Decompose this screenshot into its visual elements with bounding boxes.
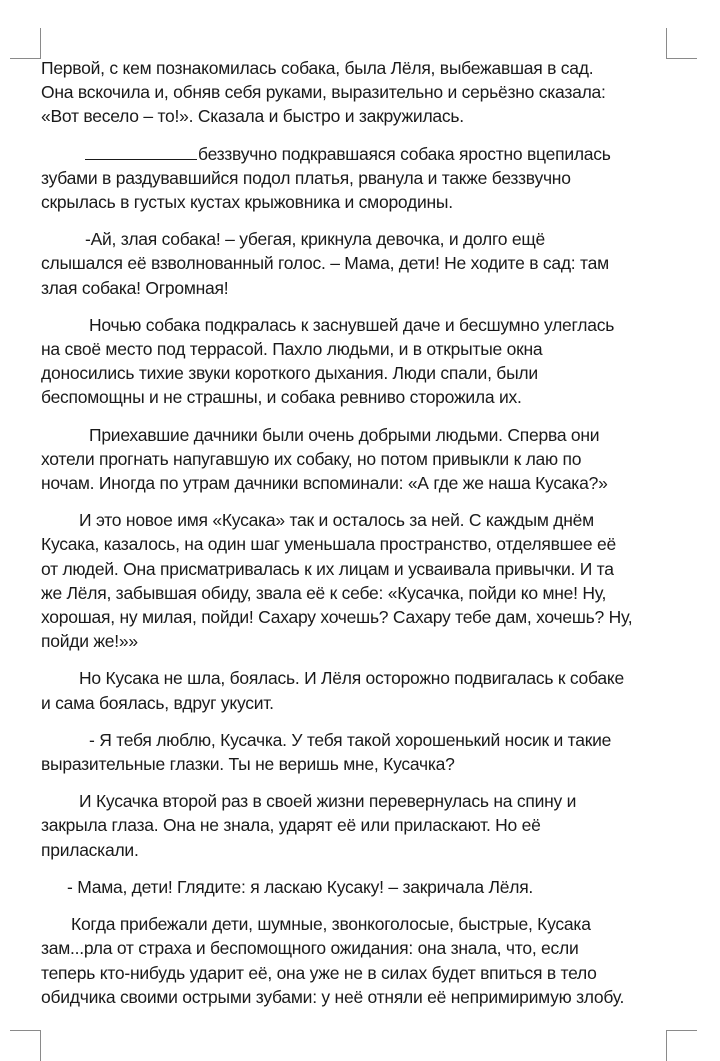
crop-mark-bottom-right [666,1030,697,1061]
crop-mark-top-left [10,28,41,59]
paragraph-4: Ночью собака подкралась к заснувшей даче и бесшумно улеглась на своё место под террасой. Пахло людьми, и в открытые окна доносились тихие звуки короткого дыхания. Люди спали, были беспомощны и не страшны, и собака ревниво сторожила их. [41,314,615,408]
crop-mark-bottom-left [10,1030,41,1061]
paragraph-10: - Мама, дети! Глядите: я ласкаю Кусаку! – закричала Лёля. [67,876,534,897]
document-body [41,56,666,1022]
paragraph-1: Первой, с кем познакомилась собака, была Лёля, выбежавшая в сад. Она вскочила и, обняв себя руками, выразительно и серьёзно сказала: «Вот весело – то!». Сказала и быстро и закружилась. [41,58,606,127]
paragraph-5: Приехавшие дачники были очень добрыми людьми. Сперва они хотели прогнать напугавшую их собаку, но потом привыкли к лаю по ночам. Иногда по утрам дачники вспоминали: «А где же наша Кусака?» [41,424,608,494]
paragraph-6: И это новое имя «Кусака» так и осталось за ней. С каждым днём Кусака, казалось, на один шаг уменьшала пространство, отделявшее её от людей. Она присматривалась к их лицам и усваивала привычки. И та же Лёля, забывшая обиду, звала её к себе: «Кусачка, пойди ко мне! Ну, хорошая, ну милая, пойди! Сахару хочешь? Сахару тебе дам, хочешь? Ну, пойди же!»» [41,510,633,652]
fill-in-blank [85,143,197,160]
paragraph-11: Когда прибежали дети, шумные, звонкоголосые, быстрые, Кусака зам...рла от страха и беспомощного ожидания: она знала, что, если теперь кто-нибудь ударит её, она уже не в силах будет впиться в тело обидчика своими острыми зубами: у неё отняли её непримиримую злобу. [41,914,625,1007]
paragraph-3: -Ай, злая собака! – убегая, крикнула девочка, и долго ещё слышался её взволнованный голос. – Мама, дети! Не ходите в сад: там злая собака! Огромная! [41,229,609,298]
paragraph-2-text: беззвучно подкравшаяся собака яростно вцепилась зубами в раздувавшийся подол платья, рванула и также беззвучно скрылась в густых кустах крыжовника и смородины. [41,143,611,213]
paragraph-7: Но Кусака не шла, боялась. И Лёля осторожно подвигалась к собаке и сама боялась, вдруг укусит. [41,668,624,713]
paragraph-2 [41,142,666,215]
paragraph-9: И Кусачка второй раз в своей жизни перевернулась на спину и закрыла глаза. Она не знала, ударят её или приласкают. Но её приласкали. [41,791,577,860]
crop-mark-top-right [666,28,697,59]
paragraph-8: - Я тебя люблю, Кусачка. У тебя такой хорошенький носик и такие выразительные глазки. Ты не веришь мне, Кусачка? [41,729,612,775]
